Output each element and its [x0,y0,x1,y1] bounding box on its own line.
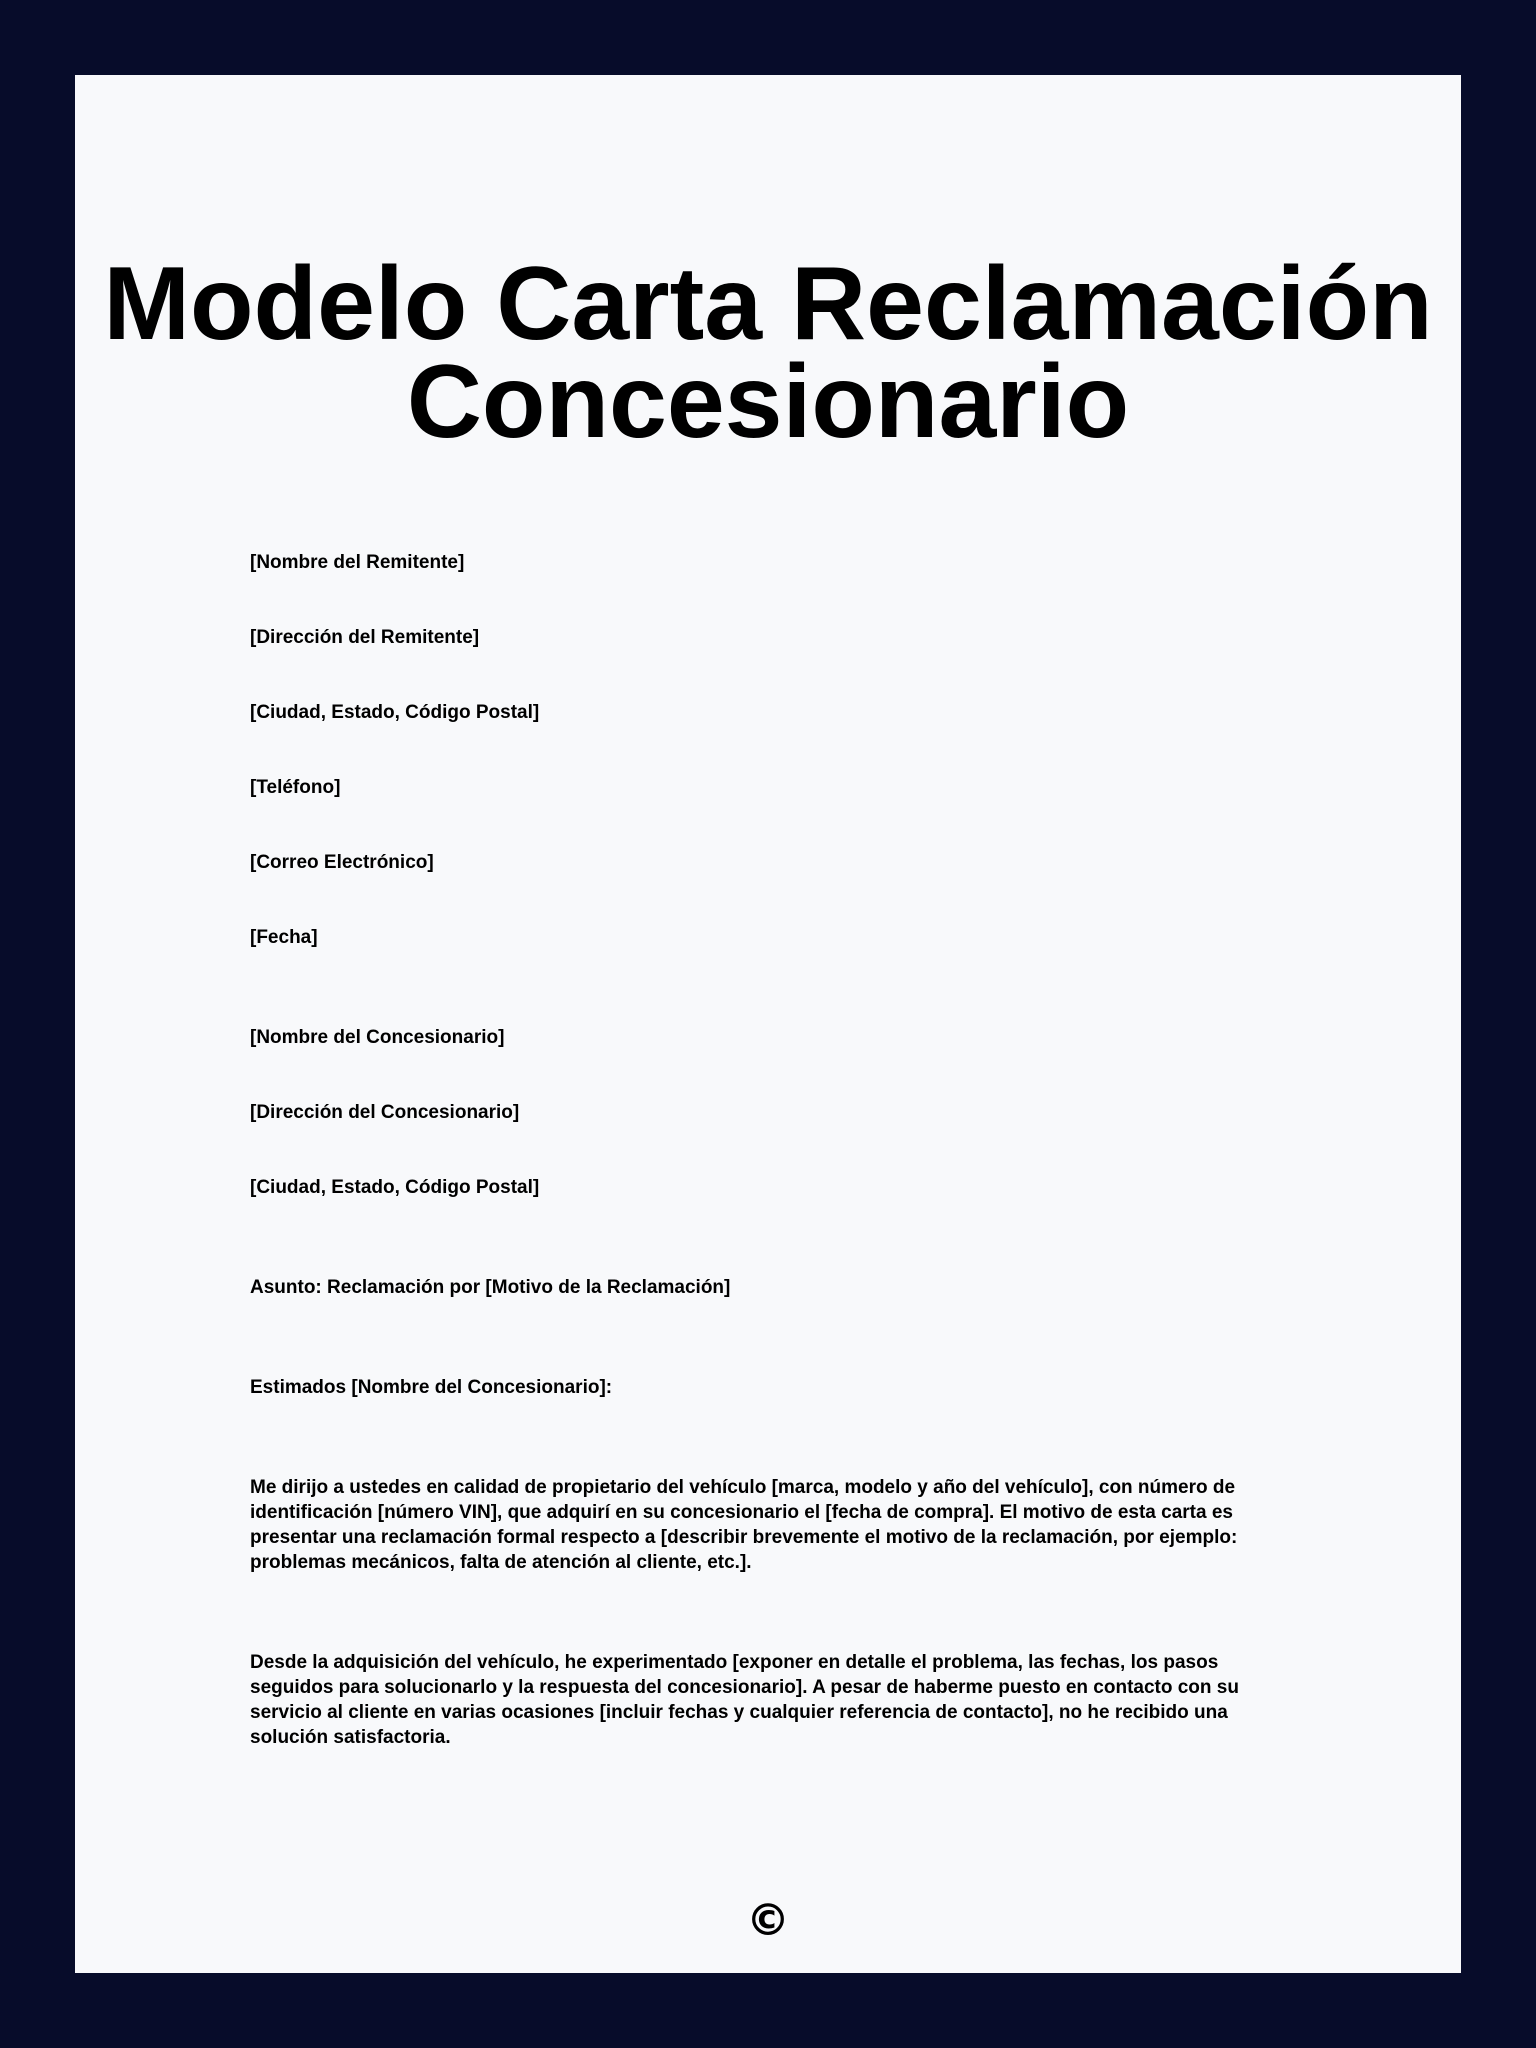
letter-subject: Asunto: Reclamación por [Motivo de la Reclamación] [250,1277,731,1298]
copyright-icon: © [746,1895,790,1946]
sender-phone: [Teléfono] [250,777,341,798]
body-paragraph-1: Me dirijo a ustedes en calidad de propietario del vehículo [marca, modelo y año del vehículo], con número de identificación [número VIN], que adquirí en su concesionario el [fecha de compra]. El motivo de esta carta es presentar una reclamación formal respecto a [describir brevemente el motivo de la reclamación, por ejemplo: problemas mecánicos, falta de atención al cliente, etc.]. [250,1477,1238,1573]
document-page [75,75,1461,1973]
letter-salutation: Estimados [Nombre del Concesionario]: [250,1377,613,1398]
letter-date: [Fecha] [250,927,318,948]
sender-city: [Ciudad, Estado, Código Postal] [250,702,540,723]
sender-name: [Nombre del Remitente] [250,552,465,573]
recipient-address: [Dirección del Concesionario] [250,1102,520,1123]
document-title: Modelo Carta Reclamación Concesionario [103,246,1433,460]
recipient-name: [Nombre del Concesionario] [250,1027,505,1048]
recipient-city: [Ciudad, Estado, Código Postal] [250,1177,540,1198]
sender-email: [Correo Electrónico] [250,852,434,873]
sender-address: [Dirección del Remitente] [250,627,480,648]
body-paragraph-2: Desde la adquisición del vehículo, he experimentado [exponer en detalle el problema, las fechas, los pasos seguidos para solucionarlo y la respuesta del concesionario]. A pesar de haberme puesto en contacto con su servicio al cliente en varias ocasiones [incluir fechas y cualquier referencia de contacto], no he recibido una solución satisfactoria. [250,1652,1239,1748]
